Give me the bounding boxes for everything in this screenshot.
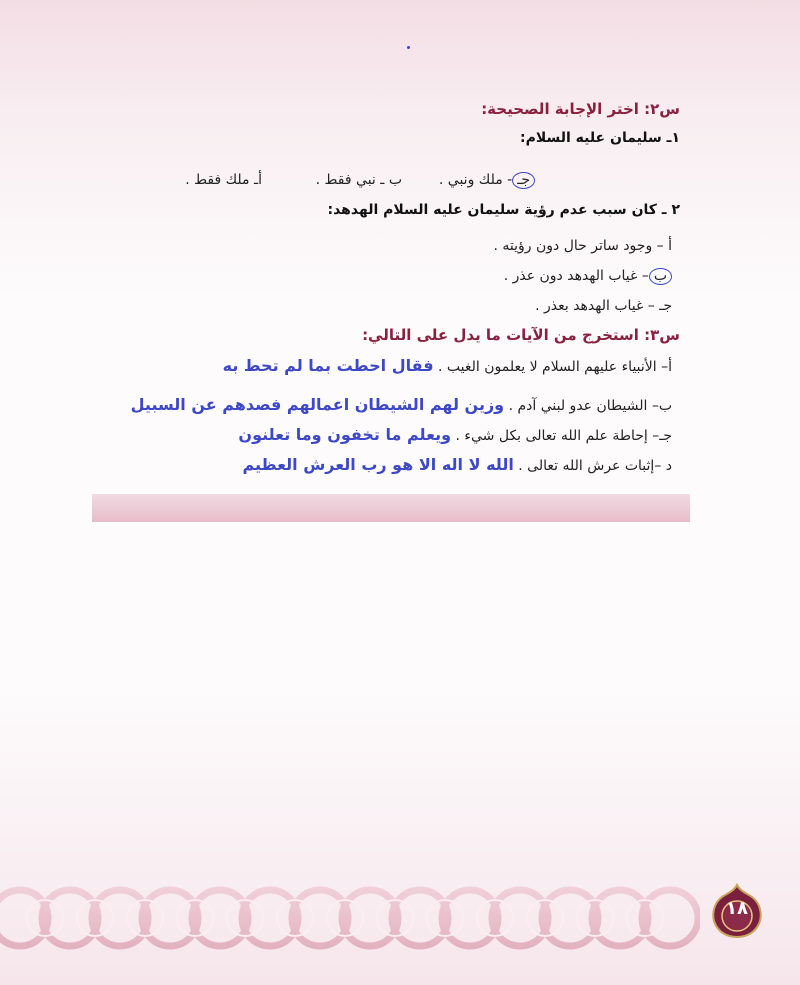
q2-item2-stem: ٢ ـ كان سبب عدم رؤية سليمان عليه السلام الهدهد: bbox=[327, 202, 680, 218]
q2-item1-stem: ١ـ سليمان عليه السلام: bbox=[519, 130, 680, 146]
q3-item-b bbox=[131, 395, 672, 414]
q2-item2-option-a: أ – وجود ساتر حال دون رؤيته . bbox=[493, 238, 672, 254]
section-divider-band bbox=[92, 494, 690, 522]
option-text: – غياب الهدهد دون عذر . bbox=[503, 268, 649, 284]
q2-item1-option-c bbox=[439, 172, 535, 189]
option-text: - ملك ونبي . bbox=[438, 172, 513, 188]
q2-heading: س٢: اختر الإجابة الصحيحة: bbox=[481, 100, 680, 118]
q2-item1-option-b: ب ـ نبي فقط . bbox=[315, 172, 402, 188]
q2-item2-option-b bbox=[504, 268, 672, 285]
q3-item-c bbox=[238, 425, 672, 444]
handwritten-answer: ويعلم ما تخفون وما تعلنون bbox=[238, 425, 452, 444]
q3-item-a bbox=[223, 356, 672, 375]
page-number: ١٨ bbox=[726, 898, 748, 919]
item-text: د –إثبات عرش الله تعالى . bbox=[518, 458, 672, 474]
stray-mark bbox=[407, 46, 410, 49]
handwritten-answer: الله لا اله الا هو رب العرش العظيم bbox=[242, 455, 514, 474]
item-text: ب– الشيطان عدو لبني آدم . bbox=[508, 398, 672, 414]
answer-circle: ب bbox=[649, 268, 672, 285]
handwritten-answer: وزين لهم الشيطان اعمالهم فصدهم عن السبيل bbox=[130, 395, 505, 414]
item-text: أ– الأنبياء عليهم السلام لا يعلمون الغيب . bbox=[438, 359, 672, 375]
handwritten-answer: فقال احطت بما لم تحط به bbox=[222, 356, 434, 375]
q3-heading: س٣: استخرج من الآيات ما يدل على التالي: bbox=[362, 326, 680, 344]
q2-item2-option-c: جـ – غياب الهدهد بعذر . bbox=[535, 298, 672, 314]
q2-item1-option-a: أـ ملك فقط . bbox=[185, 172, 262, 188]
q3-item-d bbox=[242, 455, 672, 474]
ornament-border bbox=[0, 868, 700, 968]
item-text: جـ– إحاطة علم الله تعالى بكل شيء . bbox=[455, 428, 672, 444]
answer-circle: جـ bbox=[512, 172, 535, 189]
